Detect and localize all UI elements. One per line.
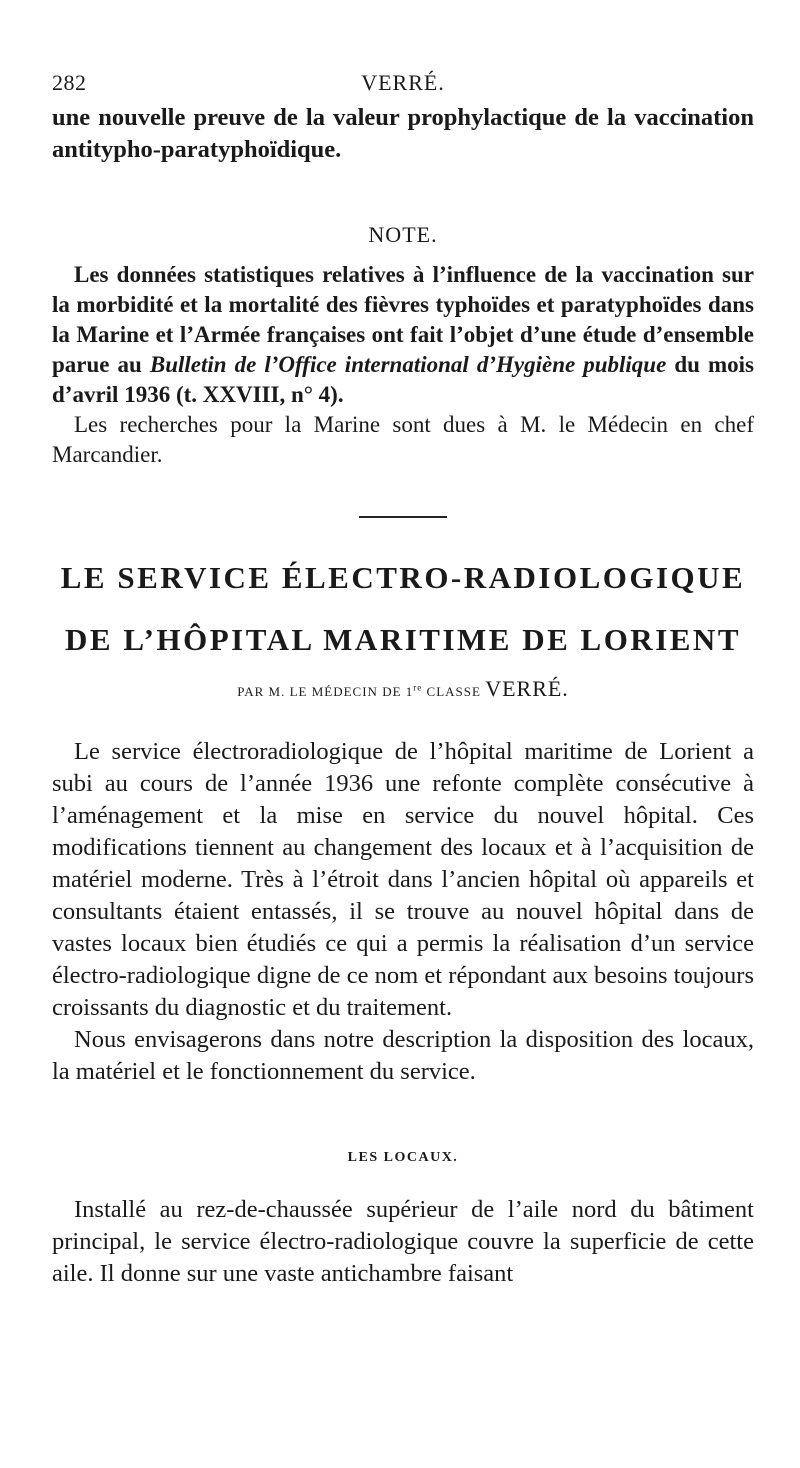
article-paragraph-1: Le service électroradiologique de l’hôpital maritime de Lorient a subi au cours de l’année 1936 une refonte complète consécutive à l’aménagement et la mise en service du nouvel hôpital. Ces modifications tiennent au changement des locaux et à l’acquisition de matériel moderne. Très à l’étroit dans l’ancien hôpital où appareils et consultants étaient entassés, il se trouve au nouvel hôpital dans de vastes locaux bien étudiés ce qui a permis la réalisation d’un service électro-radiologique digne de ce nom et répondant aux besoins toujours croissants du diagnostic et du traitement. — [52, 738, 754, 1021]
note-p1-start: Les données statistiques relatives à l’influence de la vaccination sur la morbidité et la mortalité des fièvres typhoïdes et paratyphoïdes dans la Marine et l’Armée françaises ont fait l’objet d’une étude d’ensemble parue au — [52, 262, 754, 377]
byline-prefix: PAR M. LE MÉDECIN DE 1 — [237, 684, 414, 699]
note-paragraph-1 — [52, 260, 754, 410]
byline-suffix: CLASSE — [422, 684, 486, 699]
running-title: VERRÉ. — [361, 70, 445, 95]
note-paragraph-2: Les recherches pour la Marine sont dues à M. le Médecin en chef Marcandier. — [52, 412, 754, 467]
note-p1-end: du mois d’avril 1936 (t. XXVIII, n° 4). — [52, 352, 754, 407]
section-divider — [359, 516, 447, 518]
page — [52, 70, 754, 1290]
byline — [52, 676, 754, 702]
page-number: 282 — [52, 70, 87, 95]
byline-superscript: re — [413, 682, 423, 693]
intro-paragraph: une nouvelle preuve de la valeur prophylactique de la vaccination antitypho-paratyphoïdique. — [52, 104, 754, 163]
section-heading: LES LOCAUX. — [347, 1150, 459, 1165]
article-paragraph-3: Installé au rez-de-chaussée supérieur de l’aile nord du bâtiment principal, le service électro-radiologique couvre la superficie de cette aile. Il donne sur une vaste antichambre faisant — [52, 1196, 754, 1287]
note-p1-italic: Bulletin de l’Office international d’Hygiène publique — [149, 352, 667, 377]
article-title-line-2: DE L’HÔPITAL MARITIME DE LORIENT — [65, 622, 741, 657]
note-heading: NOTE. — [368, 222, 438, 247]
article-title-line-1: LE SERVICE ÉLECTRO-RADIOLOGIQUE — [60, 560, 746, 595]
running-head — [52, 70, 754, 98]
byline-author: VERRÉ. — [485, 676, 569, 701]
article-paragraph-2: Nous envisagerons dans notre description la disposition des locaux, la matériel et le fonctionnement du service. — [52, 1026, 754, 1085]
